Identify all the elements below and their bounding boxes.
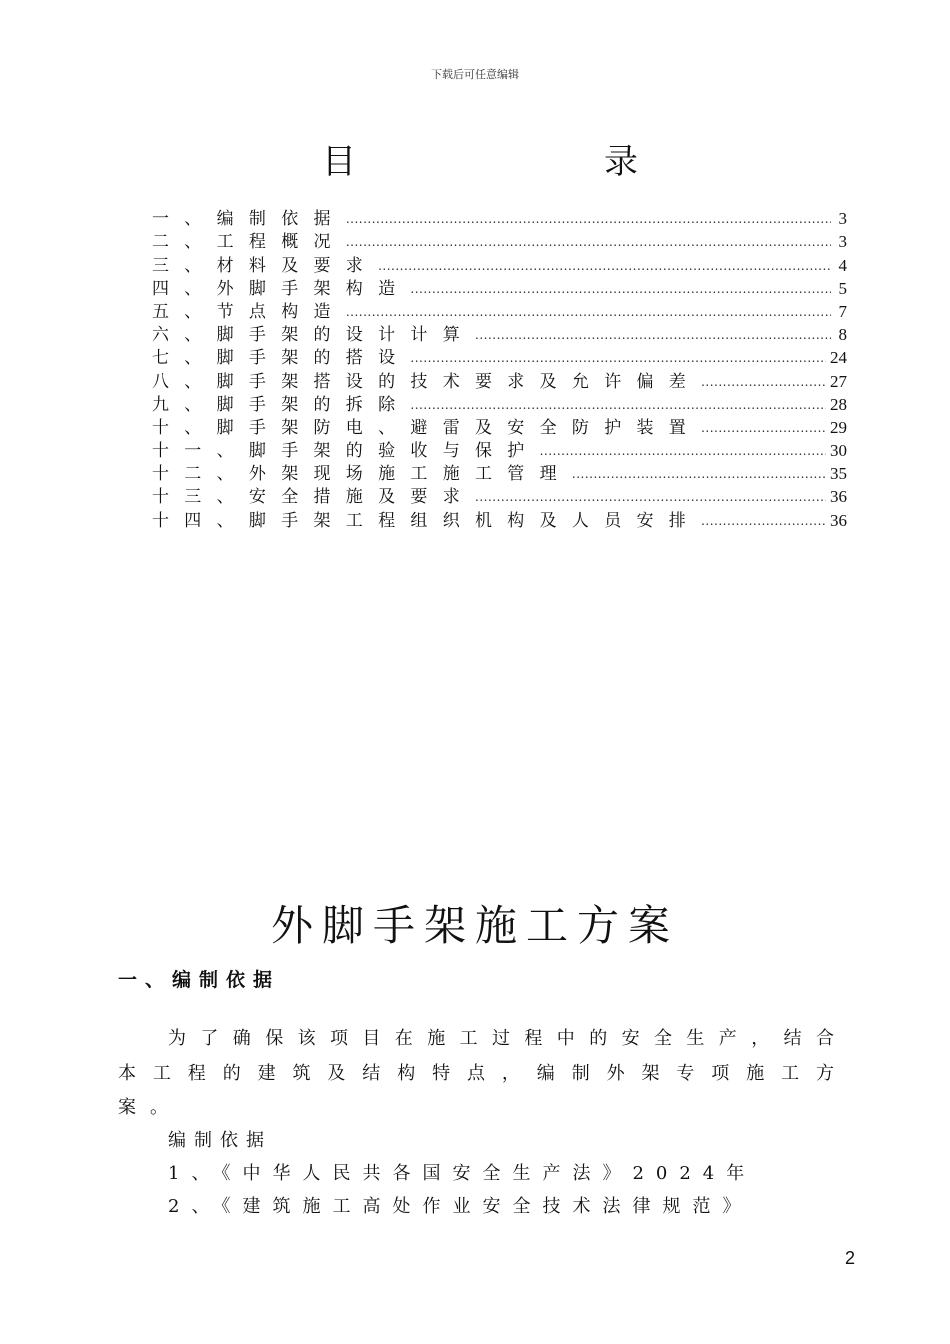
toc-entry-label: 四、外脚手架构造 bbox=[152, 278, 411, 299]
toc-entry-page: 36 bbox=[830, 510, 847, 530]
toc-entry-label: 七、脚手架的搭设 bbox=[152, 348, 411, 369]
toc-leader-dots bbox=[475, 327, 831, 343]
toc-entry-label: 十、脚手架防电、避雷及安全防护装置 bbox=[152, 417, 702, 438]
toc-leader-dots bbox=[378, 258, 831, 274]
toc-entry-page: 36 bbox=[830, 487, 847, 507]
toc-entry[interactable] bbox=[152, 508, 847, 531]
table-of-contents bbox=[152, 207, 847, 532]
toc-entry-page: 24 bbox=[830, 348, 847, 368]
toc-entry-label: 九、脚手架的拆除 bbox=[152, 394, 411, 415]
toc-leader-dots bbox=[346, 234, 831, 250]
toc-entry[interactable] bbox=[152, 207, 847, 230]
basis-item: 1、《中华人民共各国安全生产法》2024年 bbox=[168, 1163, 757, 1184]
toc-entry[interactable] bbox=[152, 393, 847, 416]
toc-entry-page: 27 bbox=[830, 371, 847, 391]
toc-leader-dots bbox=[475, 489, 826, 505]
toc-entry[interactable] bbox=[152, 485, 847, 508]
toc-leader-dots bbox=[572, 466, 826, 482]
toc-leader-dots bbox=[701, 374, 826, 390]
toc-entry[interactable] bbox=[152, 369, 847, 392]
toc-entry-page: 7 bbox=[838, 301, 847, 321]
toc-leader-dots bbox=[540, 443, 826, 459]
toc-title-char-1: 目 bbox=[322, 142, 356, 182]
document-title: 外脚手架施工方案 bbox=[270, 901, 679, 950]
toc-entry-label: 六、脚手架的设计计算 bbox=[152, 325, 475, 346]
toc-entry-label: 五、节点构造 bbox=[152, 301, 346, 322]
toc-entry[interactable] bbox=[152, 277, 847, 300]
toc-entry-label: 十三、安全措施及要求 bbox=[152, 487, 475, 508]
toc-entry-label: 三、材料及要求 bbox=[152, 255, 379, 276]
toc-entry-page: 3 bbox=[838, 232, 847, 252]
toc-entry-label: 一、编制依据 bbox=[152, 209, 346, 230]
toc-entry[interactable] bbox=[152, 346, 847, 369]
toc-entry[interactable] bbox=[152, 300, 847, 323]
toc-entry-page: 30 bbox=[830, 441, 847, 461]
toc-entry[interactable] bbox=[152, 416, 847, 439]
toc-leader-dots bbox=[410, 397, 826, 413]
basis-label: 编制依据 bbox=[168, 1130, 272, 1151]
toc-entry-label: 八、脚手架搭设的技术要求及允许偏差 bbox=[152, 371, 702, 392]
toc-entry[interactable] bbox=[152, 323, 847, 346]
header-note: 下载后可任意编辑 bbox=[431, 68, 519, 81]
basis-item: 2、《建筑施工高处作业安全技术法律规范》 bbox=[168, 1196, 753, 1217]
toc-entry-label: 十一、脚手架的验收与保护 bbox=[152, 441, 540, 462]
toc-title-char-2: 录 bbox=[604, 142, 638, 182]
toc-entry-label: 十二、外架现场施工施工管理 bbox=[152, 464, 572, 485]
toc-entry[interactable] bbox=[152, 253, 847, 276]
section-heading: 一、编制依据 bbox=[118, 969, 281, 991]
toc-entry-page: 35 bbox=[830, 464, 847, 484]
toc-entry[interactable] bbox=[152, 462, 847, 485]
toc-entry[interactable] bbox=[152, 439, 847, 462]
page-number: 2 bbox=[845, 1248, 856, 1268]
toc-entry-page: 8 bbox=[838, 325, 847, 345]
toc-entry-label: 二、工程概况 bbox=[152, 232, 346, 253]
toc-leader-dots bbox=[346, 304, 831, 320]
toc-title bbox=[0, 140, 950, 184]
toc-entry[interactable] bbox=[152, 230, 847, 253]
toc-leader-dots bbox=[701, 420, 826, 436]
toc-leader-dots bbox=[346, 211, 831, 227]
toc-entry-page: 28 bbox=[830, 394, 847, 414]
toc-entry-page: 4 bbox=[838, 255, 847, 275]
toc-leader-dots bbox=[410, 281, 831, 297]
body-paragraph: 为了确保该项目在施工过程中的安全生产，结合本工程的建筑及结构特点，编制外架专项施工方案。 bbox=[118, 1028, 848, 1118]
toc-entry-label: 十四、脚手架工程组织机构及人员安排 bbox=[152, 510, 702, 531]
toc-entry-page: 5 bbox=[838, 278, 847, 298]
toc-leader-dots bbox=[701, 513, 826, 529]
toc-entry-page: 29 bbox=[830, 417, 847, 437]
toc-entry-page: 3 bbox=[838, 209, 847, 229]
toc-leader-dots bbox=[410, 350, 826, 366]
